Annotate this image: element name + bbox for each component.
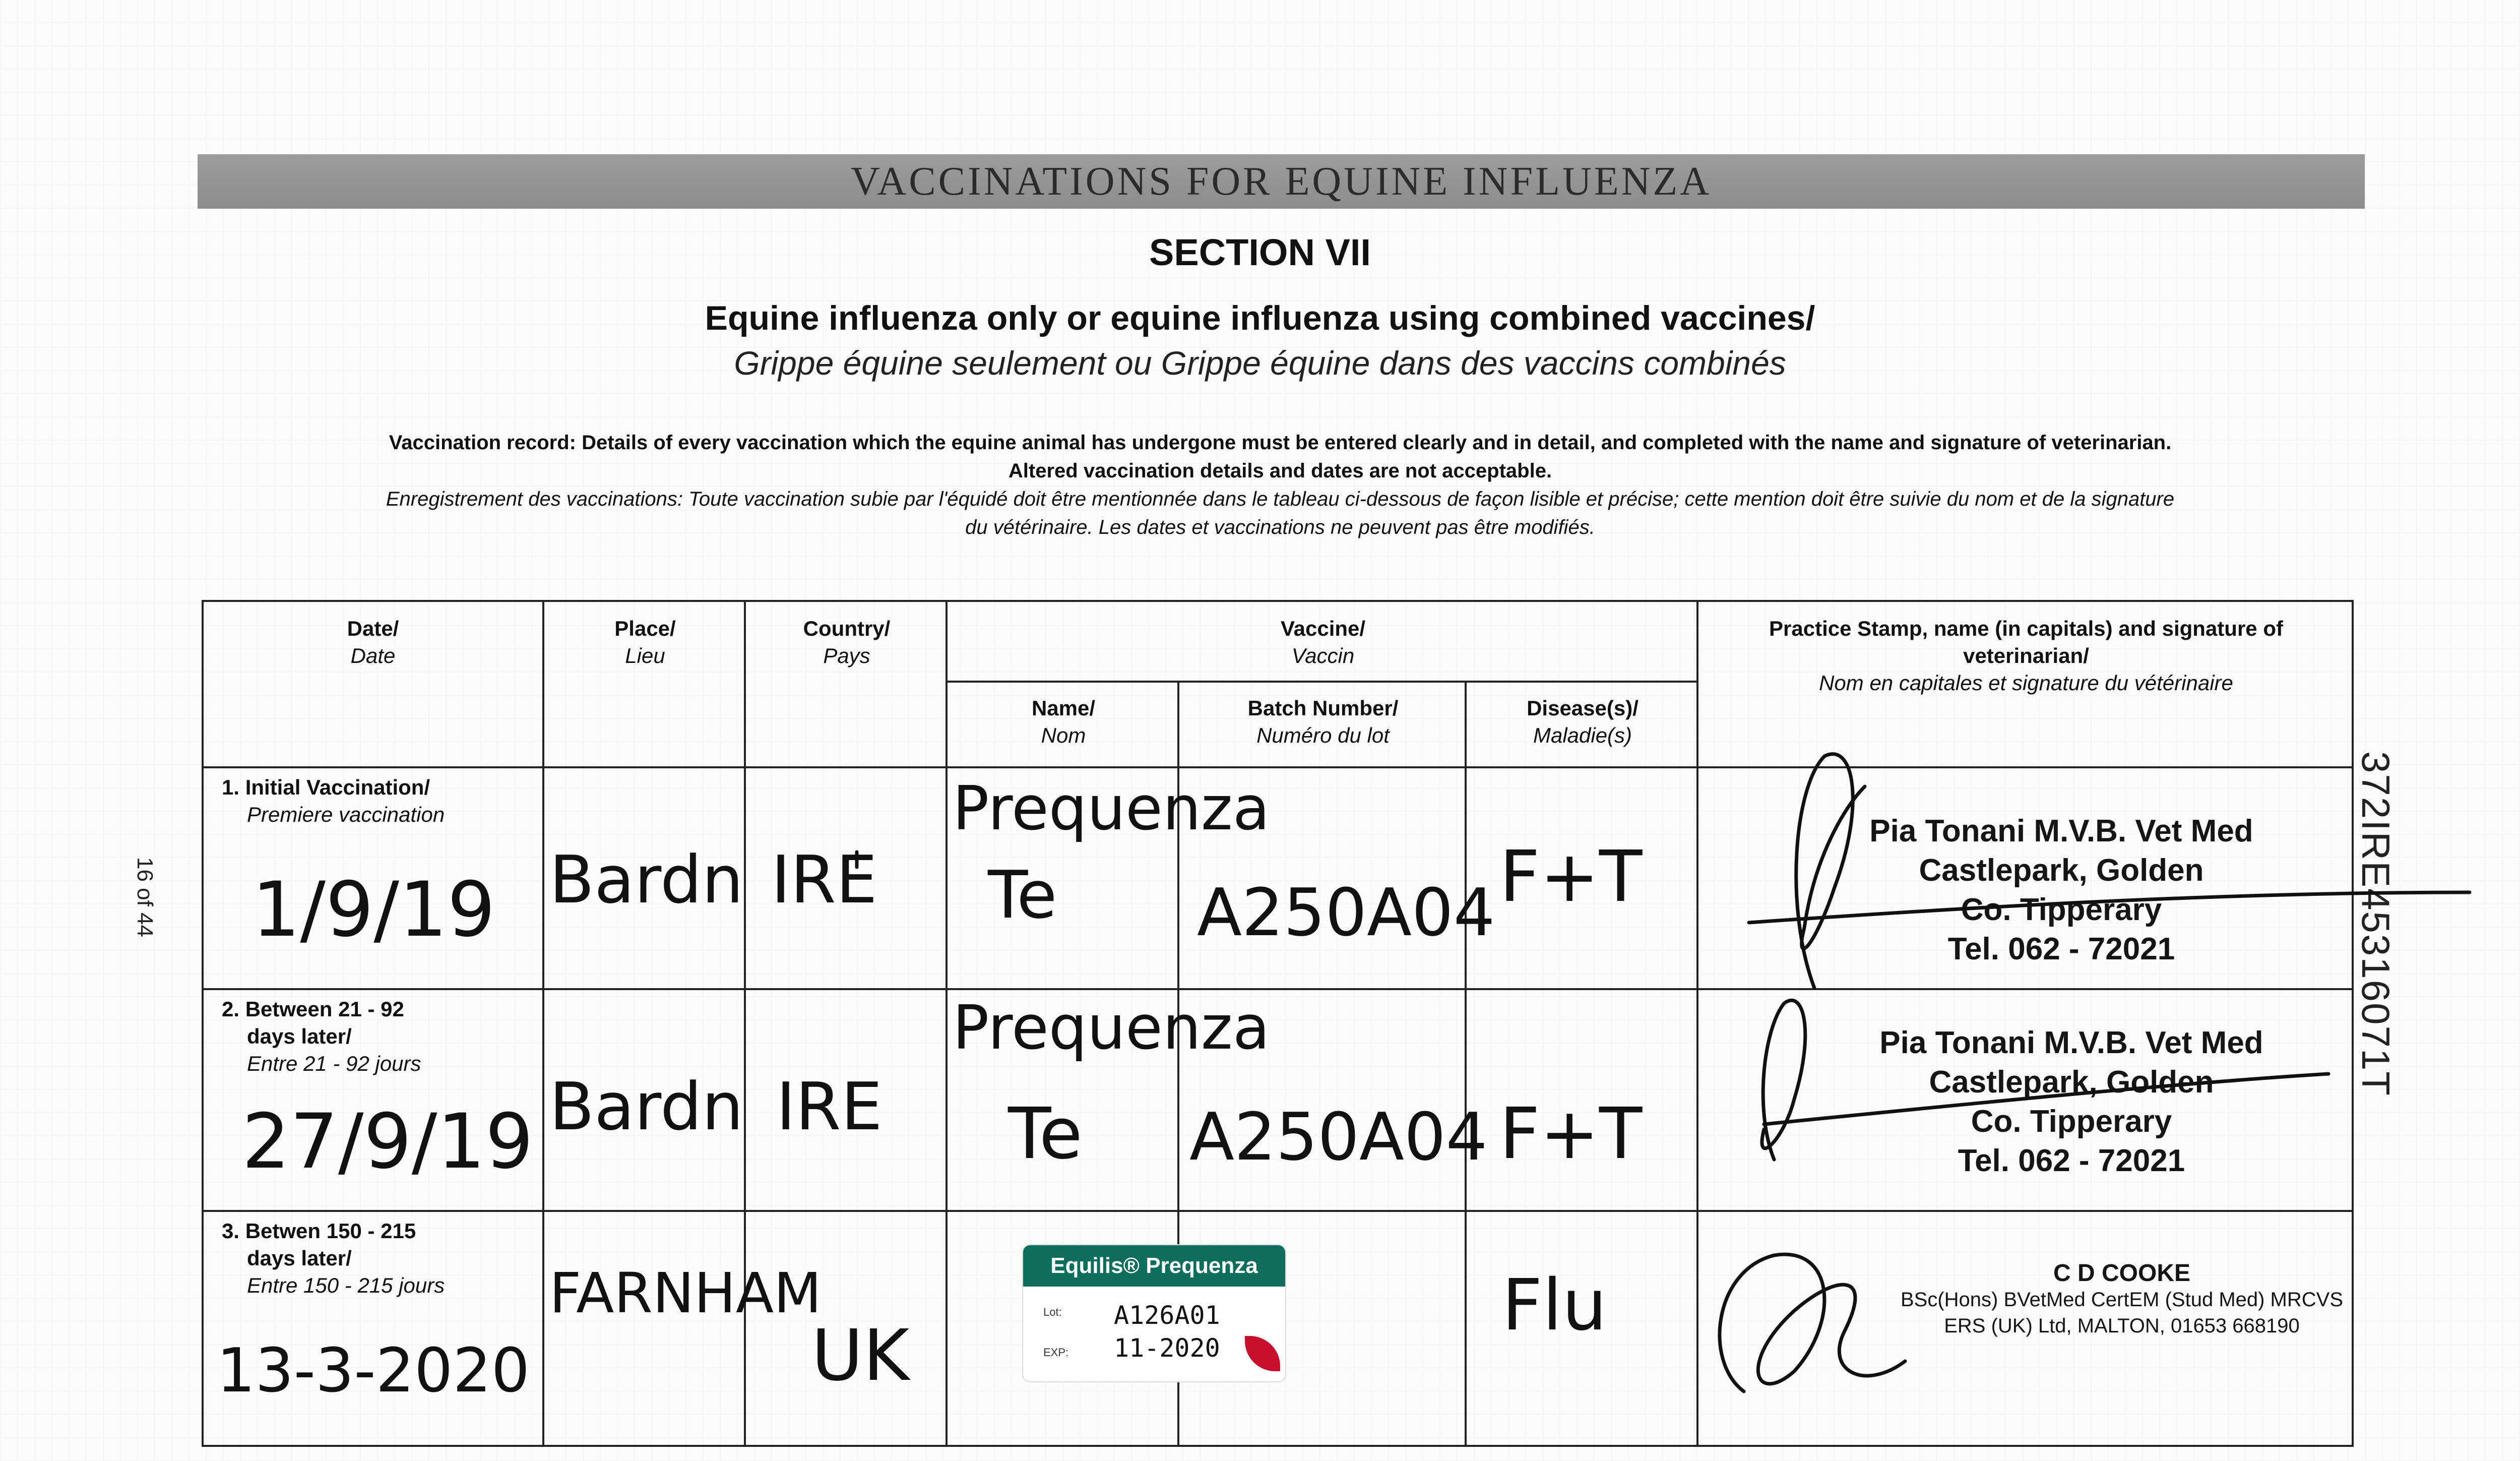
row-3-date: 13-3-2020	[217, 1336, 530, 1406]
row-2-disease: F+T	[1499, 1093, 1643, 1175]
row-3-place: FARNHAM	[549, 1261, 822, 1325]
row-3-signature	[1720, 1254, 1905, 1391]
row-2-batch: A250A04	[1189, 1099, 1488, 1175]
row-1-strike-line	[1749, 892, 2470, 923]
row-1-vet-stamp: Pia Tonani M.V.B. Vet Med Castlepark, Golden Co. Tipperary Tel. 062 - 72021	[1869, 814, 2253, 966]
sticker-exp: 11-2020	[1114, 1333, 1220, 1363]
instruction-line-4: du vétérinaire. Les dates et vaccinations ne peuvent pas être modifiés.	[965, 516, 1595, 538]
header-stamp: Practice Stamp, name (in capitals) and signature of veterinarian/ Nom en capitales et signature du vétérinaire	[1769, 617, 2283, 695]
header-name: Name/ Nom	[1031, 696, 1096, 747]
row-1-vaccine-name: Prequenza	[953, 774, 1270, 844]
row-1-place: Bardn	[549, 841, 743, 918]
header-country: Country/ Pays	[803, 617, 891, 667]
subtitle-french: Grippe équine seulement ou Grippe équine dans des vaccins combinés	[734, 344, 1786, 382]
section-title: SECTION VII	[1149, 231, 1371, 273]
row-2-date: 27/9/19	[242, 1098, 534, 1186]
row-1-country: IRE	[771, 841, 877, 918]
row-3-vet-stamp: C D COOKE BSc(Hons) BVetMed CertEM (Stud Med) MRCVS ERS (UK) Ltd, MALTON, 01653 668190	[1900, 1260, 2344, 1337]
header-disease: Disease(s)/ Maladie(s)	[1527, 696, 1639, 747]
header-vaccine: Vaccine/ Vaccin	[1280, 617, 1366, 667]
banner-title: VACCINATIONS FOR EQUINE INFLUENZA	[851, 159, 1712, 204]
subtitle-english: Equine influenza only or equine influenza using combined vaccines/	[705, 299, 1815, 337]
row-2-place: Bardn	[549, 1068, 743, 1145]
header-date: Date/ Date	[347, 617, 399, 667]
sticker-lot: A126A01	[1114, 1301, 1220, 1330]
row-2-signature	[1762, 1000, 1805, 1160]
passport-number: 372IRE45316071T	[2354, 751, 2398, 1097]
row-2-vaccine-name-2: Te	[1008, 1093, 1083, 1175]
row-1-batch: A250A04	[1197, 874, 1495, 951]
instruction-line-3: Enregistrement des vaccinations: Toute vaccination subie par l'équidé doit être mentionnée dans le tableau ci-dessous de façon lisible et précise; cette mention doit être suivie du nom et de la signature	[386, 488, 2175, 510]
row-1-date: 1/9/19	[252, 866, 495, 954]
sticker-lot-tag: Lot:	[1043, 1306, 1062, 1318]
sticker-exp-tag: EXP:	[1043, 1346, 1069, 1359]
row-2-vet-stamp: Pia Tonani M.V.B. Vet Med Castlepark, Golden Co. Tipperary Tel. 062 - 72021	[1879, 1025, 2263, 1178]
row-1-vaccine-name-2: Te	[988, 857, 1057, 933]
row-1-disease: F+T	[1499, 836, 1643, 918]
header-place: Place/ Lieu	[614, 617, 676, 667]
header-batch: Batch Number/ Numéro du lot	[1247, 696, 1399, 747]
instruction-line-1: Vaccination record: Details of every vaccination which the equine animal has undergone must be entered clearly and in detail, and completed with the name and signature of veterinarian.	[389, 432, 2172, 454]
row-3-label: 3. Betwen 150 - 215 days later/ Entre 150 - 215 jours	[222, 1219, 445, 1297]
row-2-vaccine-name: Prequenza	[953, 993, 1270, 1063]
page-number: 16 of 44	[133, 857, 157, 938]
row-3-disease: Flu	[1502, 1264, 1607, 1347]
row-2-country: IRE	[776, 1068, 883, 1145]
row-1-signature	[1796, 754, 1865, 988]
row-3-country: UK	[811, 1315, 910, 1397]
sticker-brand: Equilis® Prequenza	[1023, 1245, 1285, 1287]
instruction-line-2: Altered vaccination details and dates are not acceptable.	[1008, 460, 1552, 482]
row-1-label: 1. Initial Vaccination/ Premiere vaccination	[222, 775, 445, 826]
row-2-strike-line	[1764, 1074, 2328, 1124]
row-2-label: 2. Between 21 - 92 days later/ Entre 21 - 92 jours	[222, 997, 421, 1075]
